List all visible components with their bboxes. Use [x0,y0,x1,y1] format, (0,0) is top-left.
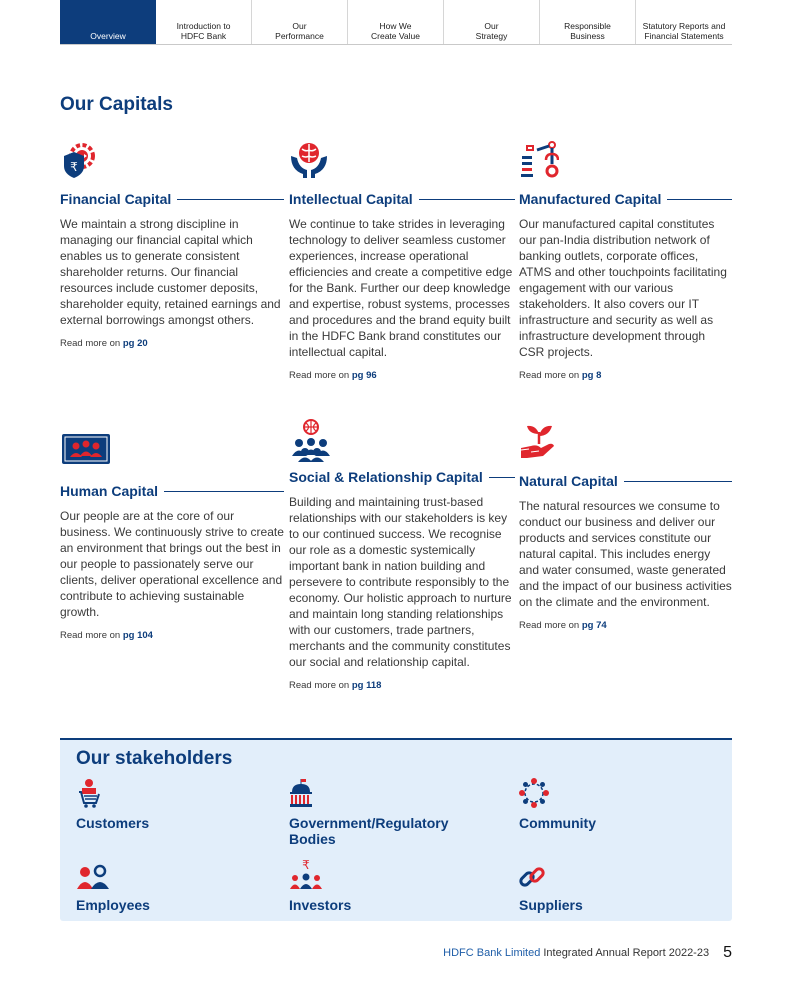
globe-people-icon [289,418,333,462]
stakeholder-suppliers [519,864,719,913]
page-title: Our Capitals [60,94,173,115]
natural-capital-section [519,422,732,631]
divider [667,199,732,200]
tab-label: Introduction to HDFC Bank [176,21,231,41]
stakeholder-label: Investors [289,897,352,913]
page-footer [443,944,732,962]
read-more-text: Read more on [60,630,121,641]
tab-statutory-reports[interactable] [636,0,732,44]
tab-label: Responsible Business [564,21,611,41]
tab-responsible-business[interactable] [540,0,636,44]
divider [624,481,732,482]
capital-description: Building and maintaining trust-based relationships with our stakeholders is key to our continued success. We recognise our role as a domestic systemically important bank in nation building and persevere to contribute responsibly to the economy. Our holistic approach to nurture and maintain long standing relationships with our customers, trade partners, merchants and the community constitutes our social and relationship capital. [289,495,512,669]
read-more-link[interactable] [60,630,284,641]
stakeholder-label: Community [519,815,596,831]
stakeholder-label: Suppliers [519,897,583,913]
divider [489,477,515,478]
intellectual-capital-section [289,140,515,381]
read-more-text: Read more on [519,370,580,381]
brain-hands-icon [289,140,329,180]
capital-name: Financial Capital [60,191,172,207]
stakeholder-employees [76,864,276,913]
social-relationship-capital-section [289,418,515,691]
tab-label: Statutory Reports and Financial Statements [642,21,726,41]
top-navigation [60,0,732,45]
robotic-arm-icon [519,140,559,180]
page-reference[interactable]: pg 20 [122,338,148,349]
tab-overview[interactable] [60,0,156,44]
divider [177,199,284,200]
rupee-gear-shield-icon [60,140,100,180]
page-number: 5 [723,944,732,961]
community-circle-icon [519,778,549,808]
tab-label: Overview [90,31,126,41]
read-more-text: Read more on [60,338,121,349]
capital-description: Our people are at the core of our business. We continuously strive to create an environment that brings out the best in our people to passionately serve our clients, deliver operational excellence and contribute to achieving sustainable growth. [60,509,284,619]
tab-how-we-create-value[interactable] [348,0,444,44]
capital-description: The natural resources we consume to conduct our business and deliver our products and services constitute our natural capital. This includes energy and water consumed, waste generated and the impact of our business activities on the climate and the environment. [519,499,732,609]
stakeholder-label: Employees [76,897,150,913]
human-capital-section [60,432,284,641]
capital-description: We maintain a strong discipline in managing our financial capital which enables us to generate consistent shareholder returns. Our financial resources include customer deposits, shareholder equity, retained earnings and external borrowings amongst others. [60,217,281,327]
capital-name: Human Capital [60,483,159,499]
tab-label: Our Strategy [475,21,508,41]
employees-icon [76,864,110,890]
page-reference[interactable]: pg 96 [351,370,377,381]
page-reference[interactable]: pg 8 [581,370,602,381]
tab-strategy[interactable] [444,0,540,44]
divider [164,491,284,492]
footer-brand: HDFC Bank Limited [443,947,541,959]
tab-performance[interactable] [252,0,348,44]
stakeholder-government [289,778,489,847]
customer-cart-icon [76,778,102,808]
capital-description: Our manufactured capital constitutes our pan-India distribution network of banking outlets, corporate offices, ATMS and other touchpoints facilitating engagement with our various stakeholders. It also covers our IT infrastructure and security as well as infrastructure development through CSR projects. [519,217,727,359]
stakeholder-community [519,778,719,831]
page-reference[interactable]: pg 118 [351,680,382,691]
tab-introduction[interactable] [156,0,252,44]
stakeholder-label: Government/Regulatory Bodies [289,815,449,847]
suppliers-link-icon [519,864,545,890]
footer-report-title: Integrated Annual Report 2022-23 [543,947,710,959]
svg-text:₹: ₹ [70,160,78,174]
investors-icon [289,858,323,890]
divider [419,199,515,200]
tab-label: Our Performance [275,21,324,41]
read-more-text: Read more on [289,370,350,381]
tab-label: How We Create Value [371,21,420,41]
read-more-link[interactable] [519,620,732,631]
read-more-text: Read more on [519,620,580,631]
page-reference[interactable]: pg 104 [122,630,153,641]
stakeholders-panel [60,738,732,921]
capital-name: Natural Capital [519,473,618,489]
capital-description: We continue to take strides in leveraging technology to deliver seamless customer experiences, increase operational efficiencies and create a competitive edge for the Bank. Further our deep knowledge and expertise, robust systems, processes and procedures and the brand equity built in the HDFC Bank brand constitutes our intellectual capital. [289,217,513,359]
team-board-icon [60,432,112,472]
read-more-text: Read more on [289,680,350,691]
stakeholder-customers [76,778,276,831]
stakeholder-label: Customers [76,815,150,831]
read-more-link[interactable] [289,370,515,381]
page-reference[interactable]: pg 74 [581,620,607,631]
government-building-icon [289,778,315,808]
financial-capital-section [60,140,284,349]
manufactured-capital-section [519,140,732,381]
capital-name: Manufactured Capital [519,191,662,207]
read-more-link[interactable] [60,338,284,349]
plant-hand-icon [519,422,559,462]
svg-text:₹: ₹ [302,858,310,872]
read-more-link[interactable] [519,370,732,381]
read-more-link[interactable] [289,680,515,691]
stakeholder-investors [289,858,489,913]
stakeholders-title: Our stakeholders [76,748,233,769]
capital-name: Social & Relationship Capital [289,469,483,485]
capital-name: Intellectual Capital [289,191,413,207]
